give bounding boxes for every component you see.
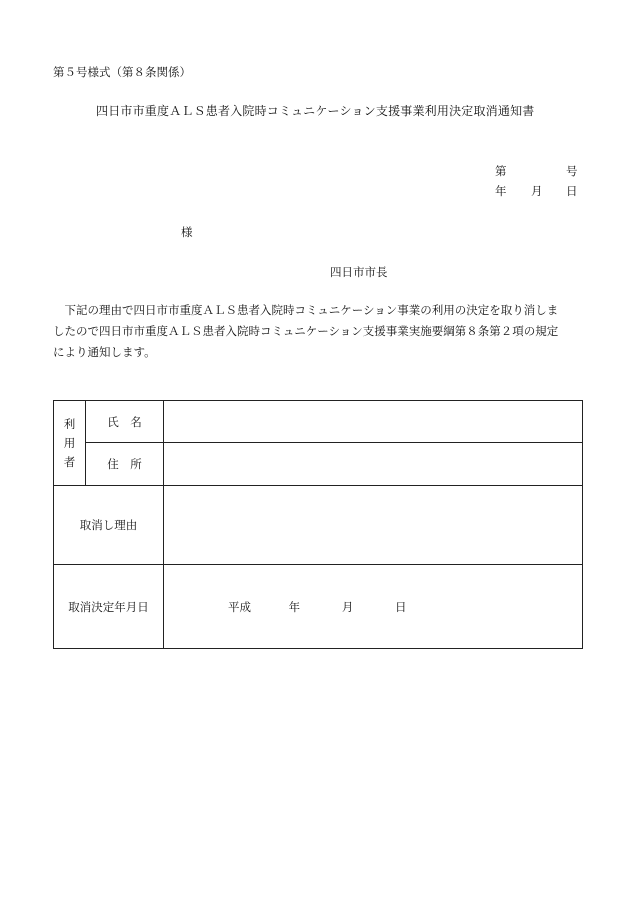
notice-body-line: したので四日市市重度ＡＬＳ患者入院時コミュニケーション支援事業実施要綱第８条第２項の規定 (53, 324, 559, 338)
document-number-prefix: 第 (495, 164, 507, 178)
name-label: 氏 名 (86, 401, 164, 443)
addressee-honorific: 様 (181, 225, 193, 239)
cancellation-details-table (53, 400, 583, 649)
issuer-name: 四日市市長 (330, 265, 388, 279)
notice-body-line: により通知します。 (53, 345, 156, 359)
issue-date-year: 年 (495, 184, 507, 198)
address-field[interactable] (164, 443, 583, 486)
cancellation-date-label: 取消決定年月日 (54, 565, 164, 649)
document-title: 四日市市重度ＡＬＳ患者入院時コミュニケーション支援事業利用決定取消通知書 (96, 104, 535, 118)
reason-label: 取消し理由 (54, 486, 164, 565)
notice-body-line: 下記の理由で四日市市重度ＡＬＳ患者入院時コミュニケーション事業の利用の決定を取り消しま (53, 303, 559, 317)
date-day: 日 (394, 599, 407, 614)
issue-date-day: 日 (566, 184, 578, 198)
address-label: 住 所 (86, 443, 164, 486)
date-era: 平成 (228, 599, 251, 614)
cancellation-date-field[interactable] (164, 565, 583, 649)
date-month: 月 (341, 599, 354, 614)
form-number: 第５号様式（第８条関係） (53, 65, 191, 79)
document-number-suffix: 号 (566, 164, 578, 178)
issue-date-month: 月 (531, 184, 543, 198)
name-field[interactable] (164, 401, 583, 443)
notice-body (53, 300, 583, 363)
user-group-label: 利 用 者 (54, 401, 86, 486)
date-year: 年 (288, 599, 301, 614)
reason-field[interactable] (164, 486, 583, 565)
